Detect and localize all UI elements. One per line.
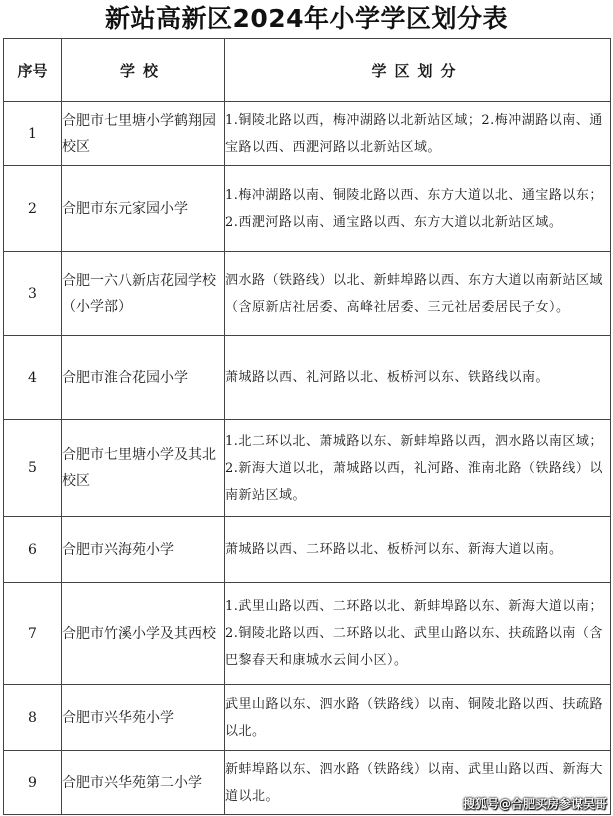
row-number: 7 — [4, 583, 62, 685]
school-name: 合肥市七里塘小学及其北校区 — [62, 420, 225, 517]
school-name: 合肥市七里塘小学鹤翔园校区 — [62, 102, 225, 166]
header-area: 学区划分 — [225, 39, 611, 102]
table-row — [4, 420, 611, 517]
school-name: 合肥一六八新店花园学校（小学部） — [62, 252, 225, 336]
table-row — [4, 102, 611, 166]
school-name: 合肥市兴华苑小学 — [62, 685, 225, 751]
school-name: 合肥市淮合花园小学 — [62, 336, 225, 420]
row-number: 6 — [4, 517, 62, 583]
school-name: 合肥市东元家园小学 — [62, 166, 225, 252]
school-name: 合肥市竹溪小学及其西校 — [62, 583, 225, 685]
district-description: 武里山路以东、泗水路（铁路线）以南、铜陵北路以西、扶疏路以北。 — [225, 685, 611, 751]
watermark: 搜狐号@合肥买房参谋吴哥 — [462, 797, 607, 811]
table-row — [4, 166, 611, 252]
table-row — [4, 336, 611, 420]
row-number: 2 — [4, 166, 62, 252]
district-description: 1.武里山路以西、二环路以北、新蚌埠路以东、新海大道以南；2.铜陵北路以西、二环路以北、武里山路以东、扶疏路以南（含巴黎春天和康城水云间小区）。 — [225, 583, 611, 685]
table-header-row — [4, 39, 611, 102]
header-school: 学校 — [62, 39, 225, 102]
school-name: 合肥市兴海苑小学 — [62, 517, 225, 583]
row-number: 1 — [4, 102, 62, 166]
header-no: 序号 — [4, 39, 62, 102]
table-row — [4, 517, 611, 583]
table-row — [4, 252, 611, 336]
district-table — [3, 38, 611, 815]
row-number: 9 — [4, 751, 62, 815]
row-number: 8 — [4, 685, 62, 751]
school-name: 合肥市兴华苑第二小学 — [62, 751, 225, 815]
row-number: 3 — [4, 252, 62, 336]
district-description: 1.梅冲湖路以南、铜陵北路以西、东方大道以北、通宝路以东；2.西淝河路以南、通宝路以西、东方大道以北新站区域。 — [225, 166, 611, 252]
district-description: 萧城路以西、二环路以北、板桥河以东、新海大道以南。 — [225, 517, 611, 583]
district-description: 1.铜陵北路以西，梅冲湖路以北新站区域；2.梅冲湖路以南、通宝路以西、西淝河路以北新站区域。 — [225, 102, 611, 166]
table-row — [4, 685, 611, 751]
table-row — [4, 583, 611, 685]
district-description: 新蚌埠路以东、泗水路（铁路线）以南、武里山路以西、新海大道以北。 — [225, 751, 611, 815]
district-description: 萧城路以西、礼河路以北、板桥河以东、铁路线以南。 — [225, 336, 611, 420]
row-number: 5 — [4, 420, 62, 517]
page-title: 新站高新区2024年小学学区划分表 — [104, 4, 509, 33]
row-number: 4 — [4, 336, 62, 420]
district-description: 泗水路（铁路线）以北、新蚌埠路以西、东方大道以南新站区域（含原新店社居委、高峰社居委、三元社居委居民子女）。 — [225, 252, 611, 336]
district-description: 1.北二环以北、萧城路以东、新蚌埠路以西，泗水路以南区域；2.新海大道以北，萧城路以西，礼河路、淮南北路（铁路线）以南新站区域。 — [225, 420, 611, 517]
